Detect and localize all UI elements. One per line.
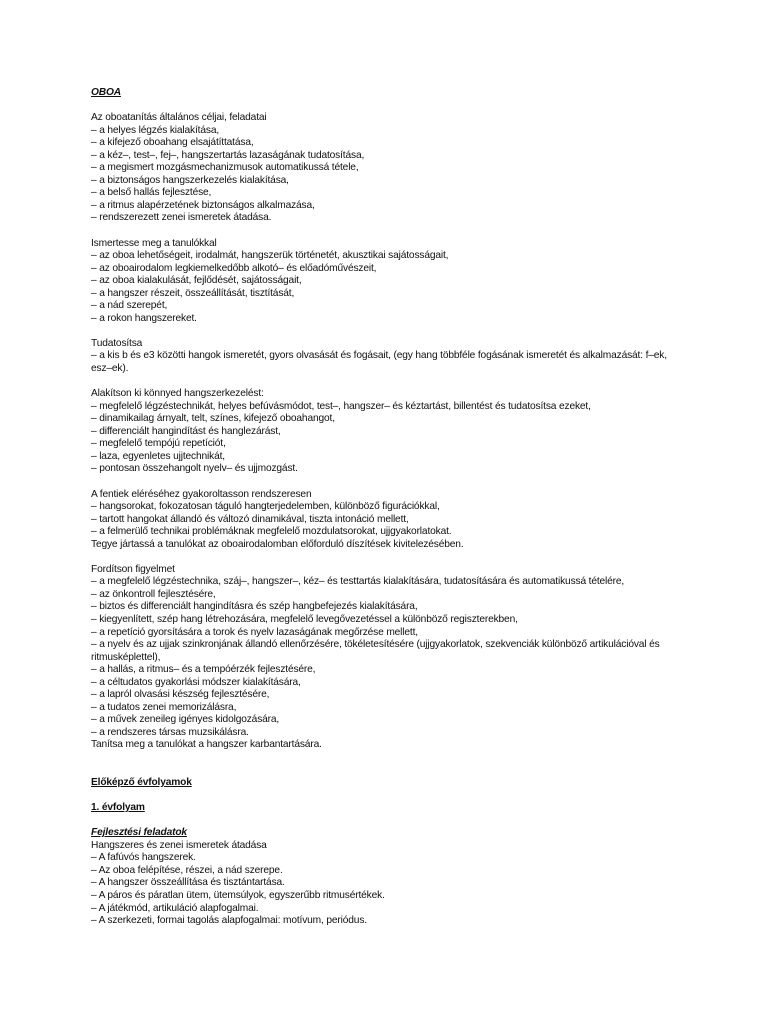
spacer [91, 752, 691, 765]
list-item: – a kéz–, test–, fej–, hangszertartás lazaságának tudatosítása, [91, 149, 365, 161]
list-item: – a nyelv és az ujjak szinkronjának állandó ellenőrzésére, tökéletesítésére (ujjgyakorlatok, szekvenciák különböző artikulációval és ritmusképlettel), [91, 639, 660, 663]
list-item: – a rendszeres társas muzsikálásra. [91, 726, 249, 738]
list-item: – Az oboa felépítése, részei, a nád szerepe. [91, 864, 283, 876]
list-item: – A szerkezeti, formai tagolás alapfogalmai: motívum, periódus. [91, 915, 367, 927]
section-heading: Fordítson figyelmet [91, 563, 175, 575]
level-heading: Előképző évfolyamok [91, 777, 192, 789]
section-practice [91, 489, 691, 552]
section-heading: Az oboatanítás általános céljai, feladatai [91, 112, 267, 124]
list-item: – differenciált hangindítást és hanglezárást, [91, 425, 281, 437]
list-item: – A hangszer összeállítása és tisztántartása. [91, 877, 285, 889]
list-item: – az oboa lehetőségeit, irodalmát, hangszerük történetét, akusztikai sajátosságait, [91, 250, 449, 262]
year-heading: 1. évfolyam [91, 802, 145, 814]
section-heading: Alakítson ki könnyed hangszerkezelést: [91, 388, 264, 400]
document-content [91, 87, 691, 928]
list-item: – A fafúvós hangszerek. [91, 852, 196, 864]
list-item: Tegye jártassá a tanulókat az oboairodalomban előforduló díszítések kivitelezésében. [91, 538, 464, 550]
tasks-intro: Hangszeres és zenei ismeretek átadása [91, 839, 267, 851]
list-item: – a hallás, a ritmus– és a tempóérzék fejlesztésére, [91, 664, 316, 676]
list-item: – a nád szerepét, [91, 300, 168, 312]
list-item: – hangsorokat, fokozatosan táguló hangterjedelemben, különböző figurációkkal, [91, 501, 440, 513]
list-item: – tartott hangokat állandó és változó dinamikával, tiszta intonáció mellett, [91, 513, 409, 525]
list-item: – a tudatos zenei memorizálásra, [91, 701, 237, 713]
list-item: – megfelelő tempójú repetíciót, [91, 438, 226, 450]
list-item: – kiegyenlített, szép hang létrehozására, megfelelő levegővezetéssel a különböző regiszterekben, [91, 613, 518, 625]
section-heading: A fentiek eléréséhez gyakoroltasson rendszeresen [91, 488, 312, 500]
list-item: – rendszerezett zenei ismeretek átadása. [91, 212, 272, 224]
list-item: – a kis b és e3 közötti hangok ismeretét, gyors olvasását és fogásait, (egy hang többféle fogásának ismeretét és alkalmazását: f–ek, esz–ek). [91, 350, 667, 375]
section-goals [91, 112, 691, 225]
list-item: – dinamikailag árnyalt, telt, színes, kifejező oboahangot, [91, 413, 335, 425]
list-item: – a céltudatos gyakorlási módszer kialakítására, [91, 676, 301, 688]
year-section [91, 802, 691, 815]
list-item: – biztos és differenciált hangindításra és szép hangbefejezés kialakítására, [91, 601, 418, 613]
list-item: – a művek zeneileg igényes kidolgozására, [91, 714, 280, 726]
list-item: – megfelelő légzéstechnikát, helyes befúvásmódot, test–, hangszer– és kéztartást, billentést és tudatosítsa ezeket, [91, 400, 591, 412]
list-item: – a felmerülő technikai problémáknak megfelelő mozdulatsorokat, ujjgyakorlatokat. [91, 526, 452, 538]
list-item: – a biztonságos hangszerkezelés kialakítása, [91, 174, 289, 186]
list-item: – a kifejező oboahang elsajátíttatása, [91, 137, 254, 149]
document-title: OBOA [91, 87, 121, 98]
list-item: – a lapról olvasási készség fejlesztésére, [91, 689, 270, 701]
list-item: – A páros és páratlan ütem, ütemsúlyok, egyszerűbb ritmusértékek. [91, 890, 385, 901]
list-item: Tanítsa meg a tanulókat a hangszer karbantartására. [91, 739, 322, 751]
list-item: – az oboairodalom legkiemelkedőbb alkotó– és előadóművészeit, [91, 262, 377, 274]
list-item: – a rokon hangszereket. [91, 312, 197, 324]
list-item: – a repetíció gyorsítására a torok és nyelv lazaságának megőrzése mellett, [91, 626, 418, 638]
list-item: – a hangszer részeit, összeállítását, tisztítását, [91, 287, 295, 299]
list-item: – a helyes légzés kialakítása, [91, 124, 220, 136]
tasks-section [91, 827, 691, 927]
tasks-heading: Fejlesztési feladatok [91, 827, 187, 839]
section-heading: Tudatosítsa [91, 337, 143, 349]
list-item: – a belső hallás fejlesztése, [91, 187, 212, 199]
list-item: – a ritmus alapérzetének biztonságos alkalmazása, [91, 199, 315, 211]
section-awareness [91, 338, 691, 376]
section-attention [91, 564, 691, 752]
section-introduce [91, 238, 691, 326]
list-item: – laza, egyenletes ujjtechnikát, [91, 450, 225, 462]
list-item: – A játékmód, artikuláció alapfogalmai. [91, 902, 259, 914]
list-item: – a megfelelő légzéstechnika, száj–, hangszer–, kéz– és testtartás kialakítására, tudatosítására és automatikussá tételére, [91, 576, 625, 588]
section-heading: Ismertesse meg a tanulókkal [91, 237, 217, 249]
level-section [91, 777, 691, 790]
list-item: – az önkontroll fejlesztésére, [91, 588, 216, 600]
list-item: – a megismert mozgásmechanizmusok automatikussá tétele, [91, 162, 359, 174]
list-item: – az oboa kialakulását, fejlődését, sajátosságait, [91, 275, 302, 287]
section-handling [91, 388, 691, 476]
list-item: – pontosan összehangolt nyelv– és ujjmozgást. [91, 463, 298, 475]
